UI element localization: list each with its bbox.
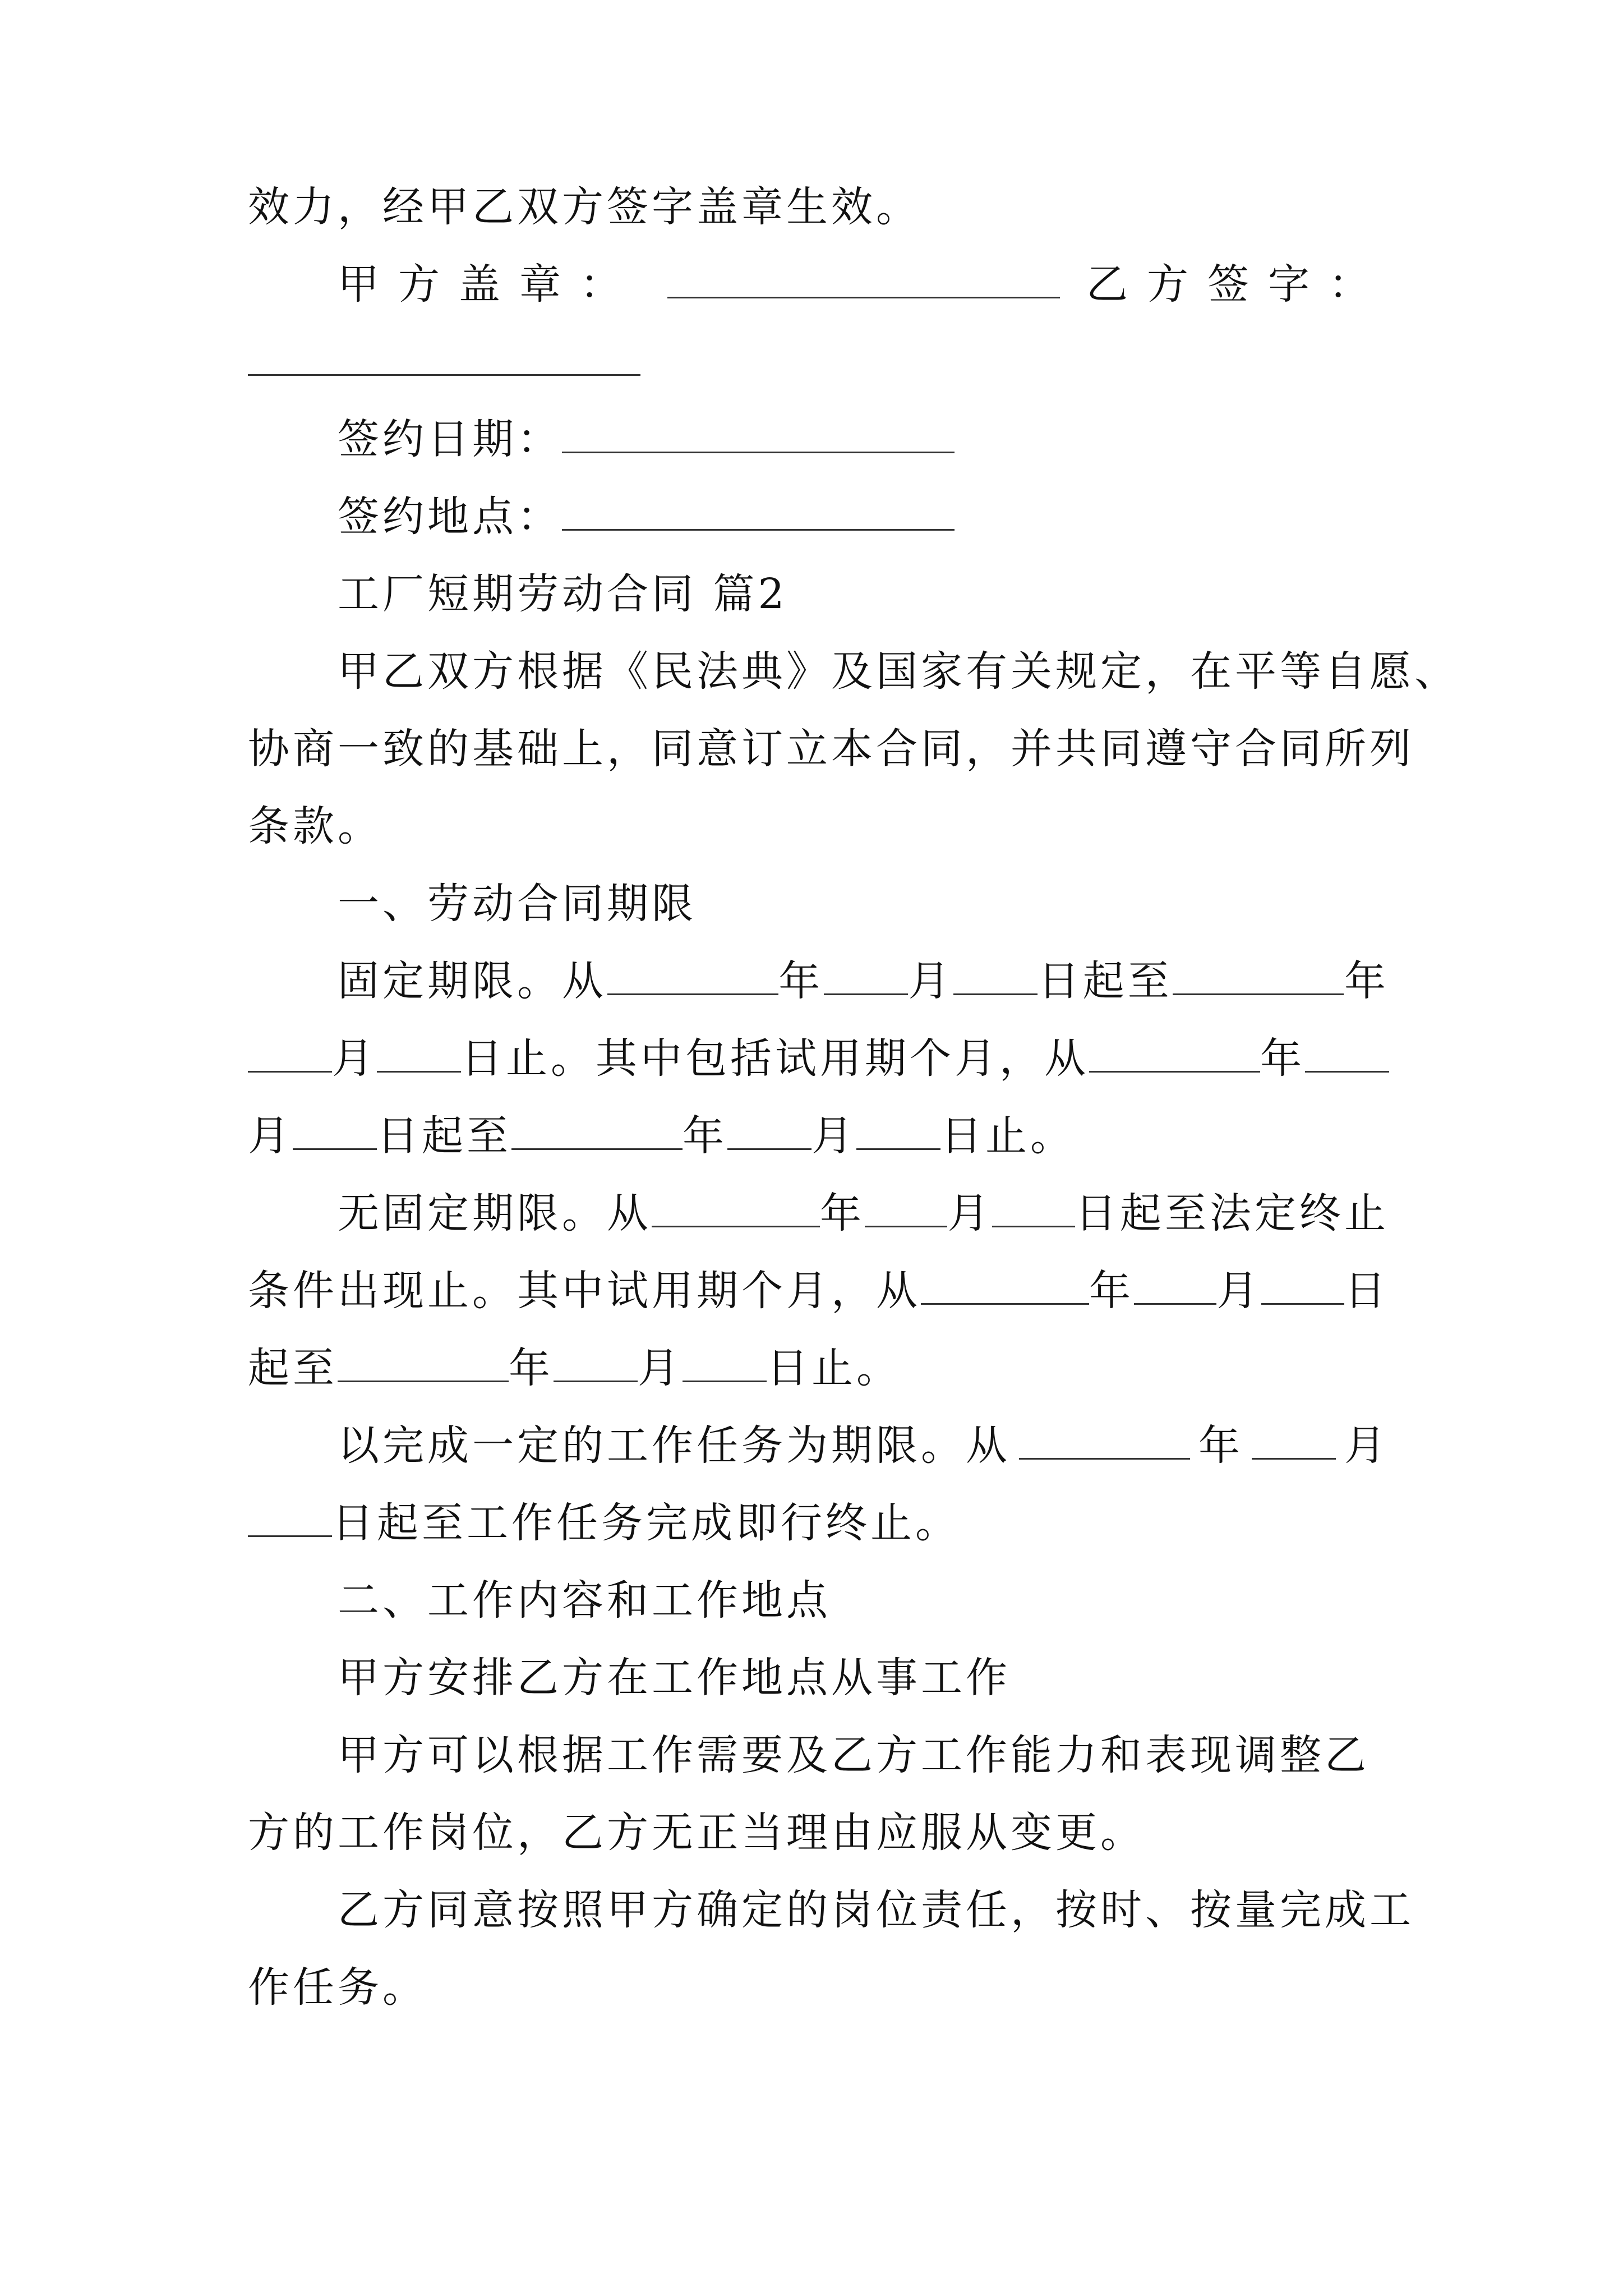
day-blank[interactable] <box>377 1038 461 1073</box>
year-label: 年 <box>1260 1034 1305 1083</box>
year-blank[interactable] <box>652 1193 820 1227</box>
fixed-term-line-3 <box>248 1097 1389 1175</box>
text-fragment: 日起至 <box>377 1112 511 1160</box>
text-line: 甲方安排乙方在工作地点从事工作 <box>338 1654 1011 1702</box>
task-term-line-1 <box>248 1407 1389 1484</box>
text-line <box>248 323 1389 401</box>
sign-place-blank[interactable] <box>562 496 955 531</box>
year-label: 年 <box>819 1189 865 1237</box>
task-term-line-2 <box>248 1484 1389 1562</box>
month-label: 月 <box>947 1189 993 1237</box>
signature-line <box>248 246 1389 323</box>
text-line: 协商一致的基础上，同意订立本合同，并共同遵守合同所列 <box>248 725 1414 773</box>
day-blank[interactable] <box>293 1116 377 1150</box>
text-fragment: 日起至法定终止 <box>1075 1189 1389 1237</box>
year-label: 年 <box>683 1112 727 1160</box>
text-fragment: 日止。 <box>940 1112 1075 1160</box>
day-blank[interactable] <box>953 961 1038 995</box>
fixed-term-line-1 <box>248 942 1389 1020</box>
month-blank[interactable] <box>824 961 908 995</box>
month-blank[interactable] <box>554 1348 638 1382</box>
year-blank[interactable] <box>1173 961 1344 995</box>
day-blank[interactable] <box>248 1503 332 1537</box>
clause-title: 一、劳动合同期限 <box>338 880 697 928</box>
open-term-line-2 <box>248 1252 1389 1329</box>
text-fragment: 起至 <box>248 1344 338 1392</box>
month-label: 月 <box>332 1034 377 1083</box>
year-label: 年 <box>1344 957 1389 1005</box>
sign-place-label: 签约地点： <box>338 493 562 541</box>
month-label: 月 <box>908 957 953 1005</box>
year-blank[interactable] <box>1089 1038 1260 1073</box>
text-line: 甲方可以根据工作需要及乙方工作能力和表现调整乙 <box>338 1731 1370 1779</box>
text-line: 甲乙双方根据《民法典》及国家有关规定，在平等自愿、 <box>338 647 1459 696</box>
year-label: 年 <box>778 957 824 1005</box>
year-blank[interactable] <box>921 1271 1089 1305</box>
month-label: 月 <box>248 1112 293 1160</box>
text-line: 条款。 <box>248 802 382 850</box>
month-blank[interactable] <box>727 1116 811 1150</box>
month-blank[interactable] <box>1305 1038 1389 1073</box>
text-fragment: 固定期限。从 <box>338 957 607 1005</box>
month-blank[interactable] <box>248 1038 332 1073</box>
party-b-sign-blank[interactable] <box>248 342 640 376</box>
day-blank[interactable] <box>1261 1271 1344 1305</box>
document-page <box>248 168 1459 2026</box>
text-fragment: 以完成一定的工作任务为期限。从 <box>338 1421 1011 1470</box>
party-b-sign-label: 乙方签字： <box>1086 260 1389 309</box>
day-blank[interactable] <box>683 1348 767 1382</box>
sign-date-label: 签约日期： <box>338 415 562 463</box>
open-term-line-1 <box>248 1175 1389 1252</box>
month-blank[interactable] <box>1134 1271 1217 1305</box>
party-a-seal-label: 甲方盖章： <box>338 260 640 309</box>
text-fragment: 日止。其中包括试用期个月，从 <box>461 1034 1089 1083</box>
year-blank[interactable] <box>338 1348 509 1382</box>
year-blank[interactable] <box>511 1116 683 1150</box>
open-term-line-3 <box>248 1329 1389 1407</box>
text-fragment: 日起至工作任务完成即行终止。 <box>332 1499 960 1547</box>
text-line: 乙方同意按照甲方确定的岗位责任，按时、按量完成工 <box>338 1886 1414 1934</box>
text-line: 效力，经甲乙双方签字盖章生效。 <box>248 183 921 231</box>
year-blank[interactable] <box>1019 1425 1190 1460</box>
fixed-term-line-2 <box>248 1020 1389 1097</box>
text-fragment: 日起至 <box>1038 957 1173 1005</box>
month-label: 月 <box>1216 1267 1262 1315</box>
clause-title: 二、工作内容和工作地点 <box>338 1576 831 1625</box>
month-label: 月 <box>1344 1421 1389 1470</box>
text-line: 方的工作岗位，乙方无正当理由应服从变更。 <box>248 1809 1145 1857</box>
section-heading: 工厂短期劳动合同 篇2 <box>338 570 788 618</box>
year-label: 年 <box>1089 1267 1134 1315</box>
day-label: 日 <box>1344 1267 1389 1315</box>
text-line: 作任务。 <box>248 1963 427 2012</box>
year-label: 年 <box>1198 1421 1243 1470</box>
month-label: 月 <box>638 1344 683 1392</box>
year-label: 年 <box>509 1344 554 1392</box>
month-label: 月 <box>811 1112 856 1160</box>
month-blank[interactable] <box>865 1193 948 1227</box>
text-fragment: 日止。 <box>767 1344 901 1392</box>
sign-date-line <box>248 401 1389 478</box>
sign-place-line <box>248 478 1389 555</box>
year-blank[interactable] <box>607 961 778 995</box>
text-fragment: 无固定期限。从 <box>338 1189 652 1237</box>
text-fragment: 条件出现止。其中试用期个月，从 <box>248 1267 921 1315</box>
sign-date-blank[interactable] <box>562 419 955 453</box>
party-a-seal-blank[interactable] <box>667 264 1060 298</box>
month-blank[interactable] <box>1252 1425 1336 1460</box>
day-blank[interactable] <box>856 1116 940 1150</box>
day-blank[interactable] <box>992 1193 1075 1227</box>
